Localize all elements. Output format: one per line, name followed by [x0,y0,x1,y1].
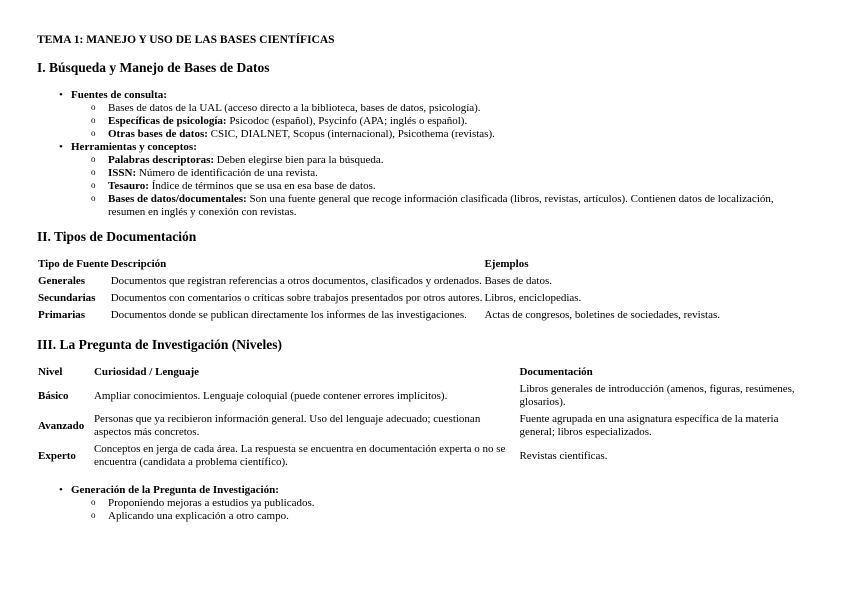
table-header-row [38,366,810,382]
table-header: Descripción [110,258,167,270]
section-3-heading: III. La Pregunta de Investigación (Niveles) [37,337,282,352]
list-label: Generación de la Pregunta de Investigación: [71,484,279,496]
table-cell: Revistas científicas. [519,449,608,462]
table-row [38,442,810,472]
table-row [38,291,722,308]
sublist-item: o Palabras descriptoras: Deben elegirse bien para la búsqueda. [108,154,810,167]
table-cell: Ampliar conocimientos. Lenguaje coloquial (puede contener errores implícitos). [93,389,448,402]
sublist [71,497,810,523]
list-label: Herramientas y conceptos: [71,141,197,153]
sublist-item: o Específicas de psicología: Psicodoc (español), Psycinfo (APA; inglés o español). [108,115,810,128]
sublist-item: o ISSN: Número de identificación de una revista. [108,167,810,180]
table-cell: Secundarias [38,292,96,304]
table-cell: Actas de congresos, boletines de sociedades, revistas. [484,309,720,321]
sublist-item: o Bases de datos/documentales: Son una fuente general que recoge información clasificada (libros, revistas, artículos). Contienen datos de localización, resumen en inglés y conexión con revistas. [108,193,810,219]
table-cell: Bases de datos. [484,275,552,287]
table-cell: Documentos con comentarios o críticas sobre trabajos presentados por otros autores. [110,292,483,304]
table-cell: Libros generales de introducción (amenos, figuras, resúmenes, glosarios). [519,383,795,408]
table-cell: Documentos donde se publican directamente los informes de las investigaciones. [110,309,467,321]
table-header-row [38,258,722,274]
sublist [71,102,810,141]
section-1-heading: I. Búsqueda y Manejo de Bases de Datos [37,60,270,75]
table-cell: Generales [38,275,86,287]
sublist [71,154,810,219]
table-cell: Conceptos en jerga de cada área. La respuesta se encuentra en documentación experta o no se encuentra (candidata a problema científico). [93,443,506,468]
table-cell: Documentos que registran referencias a otros documentos, clasificados y ordenados. [110,275,482,287]
sublist-item: o Proponiendo mejoras a estudios ya publicados. [108,497,810,510]
sublist-item: o Bases de datos de la UAL (acceso directo a la biblioteca, bases de datos, psicología). [108,102,810,115]
generation-list [37,484,810,523]
list-item-generacion [71,484,810,523]
sublist-item: o Aplicando una explicación a otro campo. [108,510,810,523]
table-cell: Libros, enciclopedias. [484,292,582,304]
table-row [38,382,810,412]
list-item-herramientas [71,141,810,219]
table-row [38,308,722,325]
table-header: Tipo de Fuente [38,258,109,270]
table-header: Ejemplos [484,258,529,270]
section-2-heading: II. Tipos de Documentación [37,229,197,244]
table-row [38,274,722,291]
sublist-item: o Tesauro: Índice de términos que se usa en esa base de datos. [108,180,810,193]
table-cell: Personas que ya recibieron información general. Uso del lenguaje adecuado; cuestionan aspectos más concretos. [93,413,481,438]
documentation-types-table [38,258,722,325]
table-header: Documentación [519,366,593,378]
table-cell: Experto [38,449,76,462]
sublist-item: o Otras bases de datos: CSIC, DIALNET, Scopus (internacional), Psicothema (revistas). [108,128,810,141]
table-header: Curiosidad / Lenguaje [93,366,200,378]
table-header: Nivel [38,366,63,378]
research-question-levels-table [38,366,810,472]
table-cell: Primarias [38,309,86,321]
table-cell: Fuente agrupada en una asignatura específica de la materia general; libros especializados. [519,413,779,438]
table-row [38,412,810,442]
document-title: TEMA 1: MANEJO Y USO DE LAS BASES CIENTÍFICAS [37,34,335,46]
section-1-list [37,89,810,219]
list-item-fuentes [71,89,810,141]
table-cell: Avanzado [38,419,85,432]
list-label: Fuentes de consulta: [71,89,167,101]
table-cell: Básico [38,389,69,402]
